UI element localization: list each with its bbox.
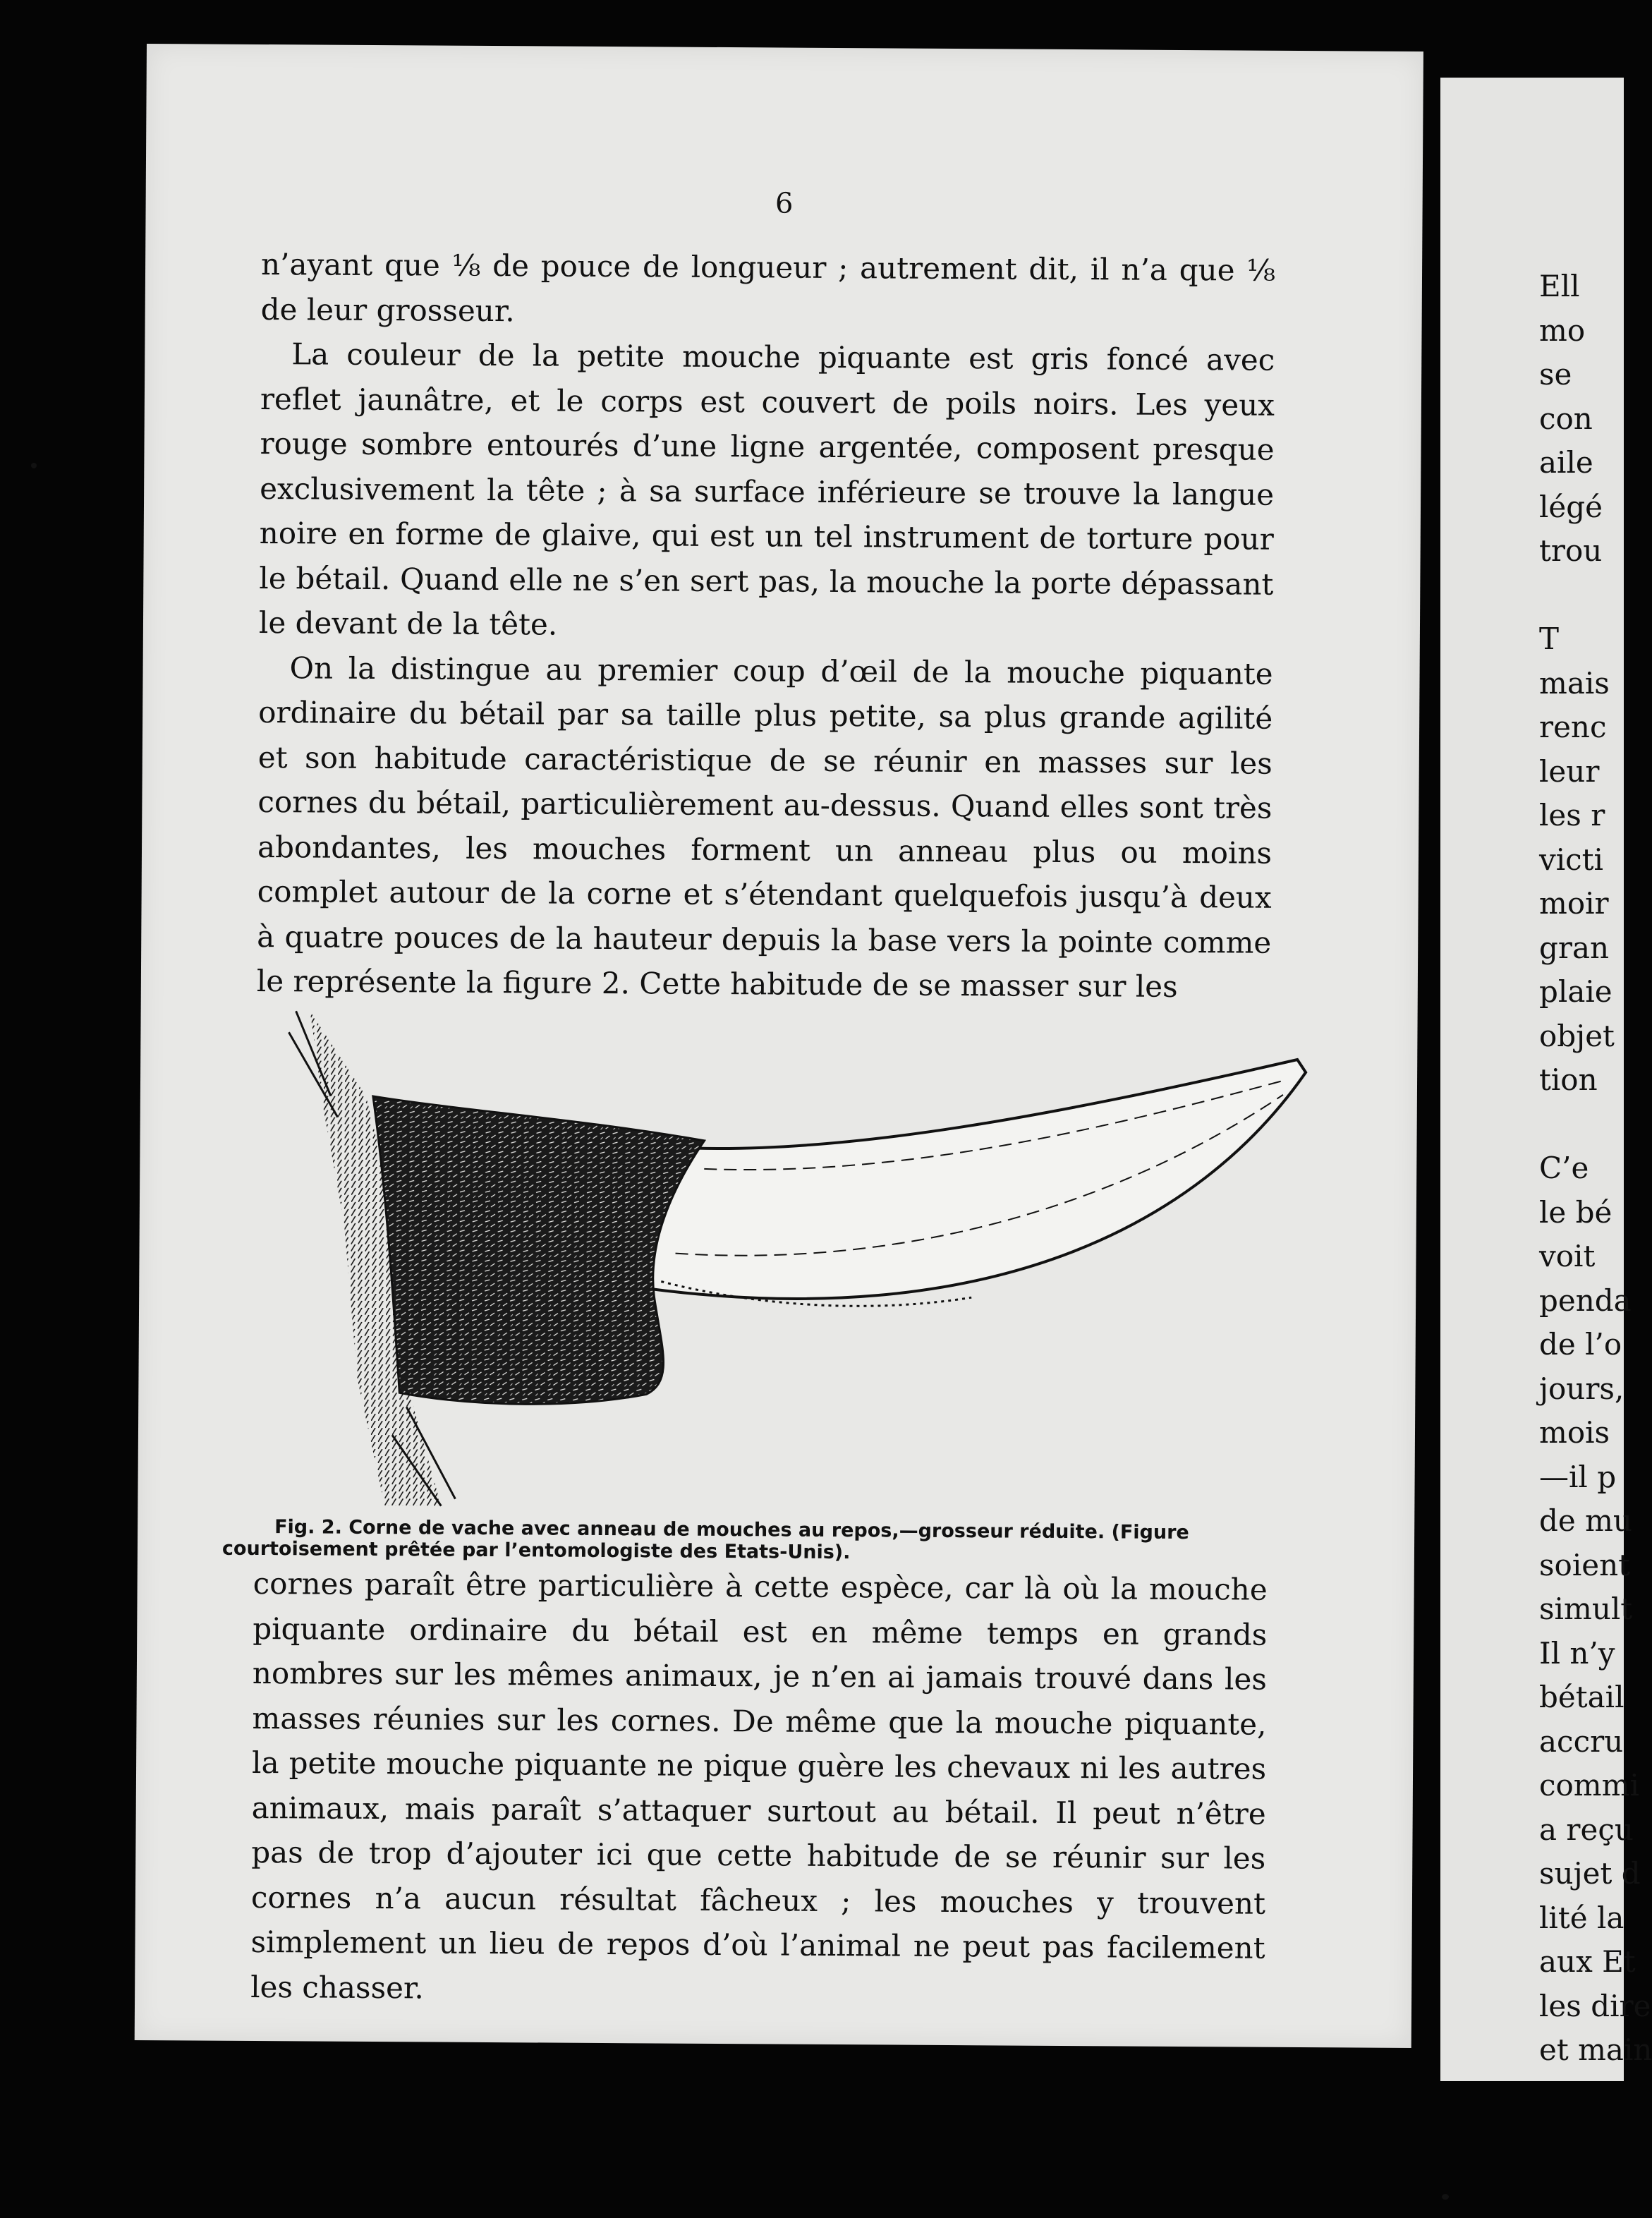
right-page-line: se (1539, 357, 1572, 392)
left-page (135, 44, 1423, 2048)
right-page-line: les dire (1539, 1988, 1651, 2023)
right-page-line: aux Et (1539, 1944, 1636, 1979)
right-page-line: victi (1539, 842, 1603, 877)
paragraph-4: cornes paraît être particulière à cette espèce, car là où la mouche piquante ordinaire du bétail est en même temps en grands nombres sur les mêmes animaux, je n’en ai jamais trouvé dans les masses réunies sur les cornes. De même que la mouche piquante, la petite mouche piquante ne pique guère les chevaux ni les autres animaux, mais paraît s’attaquer surtout au bétail. Il peut n’être pas de trop d’ajouter ici que cette habitude de se réunir sur les cornes n’a aucun résultat fâcheux ; les mouches y trouvent simplement un lieu de repos d’où l’animal ne peut pas facilement les chasser. (250, 1565, 1268, 2005)
right-page-line: gran (1539, 930, 1610, 965)
right-page-line (1539, 574, 1652, 618)
caption-line-2: courtoisement prêtée par l’entomologiste des Etats-Unis). (221, 1537, 851, 1564)
page-number: 6 (775, 187, 794, 220)
paragraph-2: La couleur de la petite mouche piquante est gris foncé avec reflet jaunâtre, et le corps est couvert de poils noirs. Les yeux rouge sombre entourés d’une ligne argentée, composent presque exclusivement la tête ; à sa surface inférieure se trouve la langue noire en forme de glaive, qui est un tel instrument de torture pour le bétail. Quand elle ne s’en sert pas, la mouche la porte dépassant le devant de la tête. (258, 337, 1275, 642)
scan-speck (31, 463, 37, 468)
right-page-line: mais (1539, 665, 1610, 701)
paragraph-1: n’ayant que ⅛ de pouce de longueur ; autrement dit, il n’a que ⅛ de leur grosseur. (260, 246, 1276, 328)
right-page-text (1539, 265, 1652, 2073)
right-page-line: plaie (1539, 974, 1612, 1009)
scan-speck (1442, 2194, 1449, 2200)
right-page-line: sujet d (1539, 1856, 1641, 1891)
right-page-line: Il n’y (1539, 1635, 1615, 1671)
right-page-line: a reçu (1539, 1812, 1634, 1847)
right-page-line: légé (1539, 489, 1603, 524)
right-page-line: con (1539, 401, 1593, 436)
bottom-text-block (250, 1561, 1268, 2016)
caption-line-1: Fig. 2. Corne de vache avec anneau de mouches au repos,—grosseur réduite. (Figure (274, 1516, 1189, 1544)
right-page-line: soient (1539, 1547, 1631, 1582)
right-page-line: T (1539, 622, 1560, 656)
right-page-line: renc (1539, 710, 1607, 744)
right-page-line: —il p (1539, 1459, 1617, 1494)
top-text-block (257, 242, 1276, 1010)
right-page-line: trou (1539, 533, 1603, 568)
right-page-line: objet (1539, 1018, 1615, 1053)
right-page-line: voit (1539, 1239, 1596, 1273)
right-page-line: leur (1539, 753, 1600, 789)
right-page-line (1539, 1103, 1652, 1147)
right-page-line: aile (1539, 445, 1593, 480)
figure-caption (222, 1516, 1323, 1567)
right-page-line: C’e (1539, 1151, 1589, 1185)
right-page-line: simult (1539, 1592, 1633, 1626)
paragraph-3: On la distingue au premier coup d’œil de la mouche piquante ordinaire du bétail par sa taille plus petite, sa plus grande agilité et son habitude caractéristique de se réunir en masses sur les cornes du bétail, particulièrement au-dessus. Quand elles sont très abondantes, les mouches forment un anneau plus ou moins complet autour de la corne et s’étendant quelquefois jusqu’à deux à quatre pouces de la hauteur depuis la base vers la pointe comme le représente la figure 2. Cette habitude de se masser sur les (256, 650, 1273, 1004)
right-page-line: et main (1539, 2032, 1652, 2067)
right-page-line: bétail (1539, 1680, 1624, 1714)
right-page-line: lité la (1539, 1900, 1624, 1935)
right-page-line: Ell (1539, 269, 1580, 303)
right-page-line: de l’o (1539, 1327, 1622, 1362)
right-page-line: commi (1539, 1768, 1639, 1802)
right-page-line: jours, (1539, 1371, 1624, 1406)
right-page-line: mois (1539, 1415, 1610, 1450)
right-page-line: de mu (1539, 1503, 1632, 1538)
horn-figure (279, 1011, 1354, 1511)
right-page-line: penda (1539, 1283, 1632, 1318)
right-page-line: les r (1539, 798, 1605, 832)
right-page-line: le bé (1539, 1194, 1612, 1230)
right-page-line: accru (1539, 1723, 1624, 1759)
right-page-line: mo (1539, 313, 1586, 348)
right-page (1440, 78, 1652, 2081)
horn-shape (647, 1055, 1306, 1302)
right-page-line: tion (1539, 1062, 1598, 1097)
fly-ring (371, 1096, 705, 1405)
right-page-line: moir (1539, 886, 1609, 921)
